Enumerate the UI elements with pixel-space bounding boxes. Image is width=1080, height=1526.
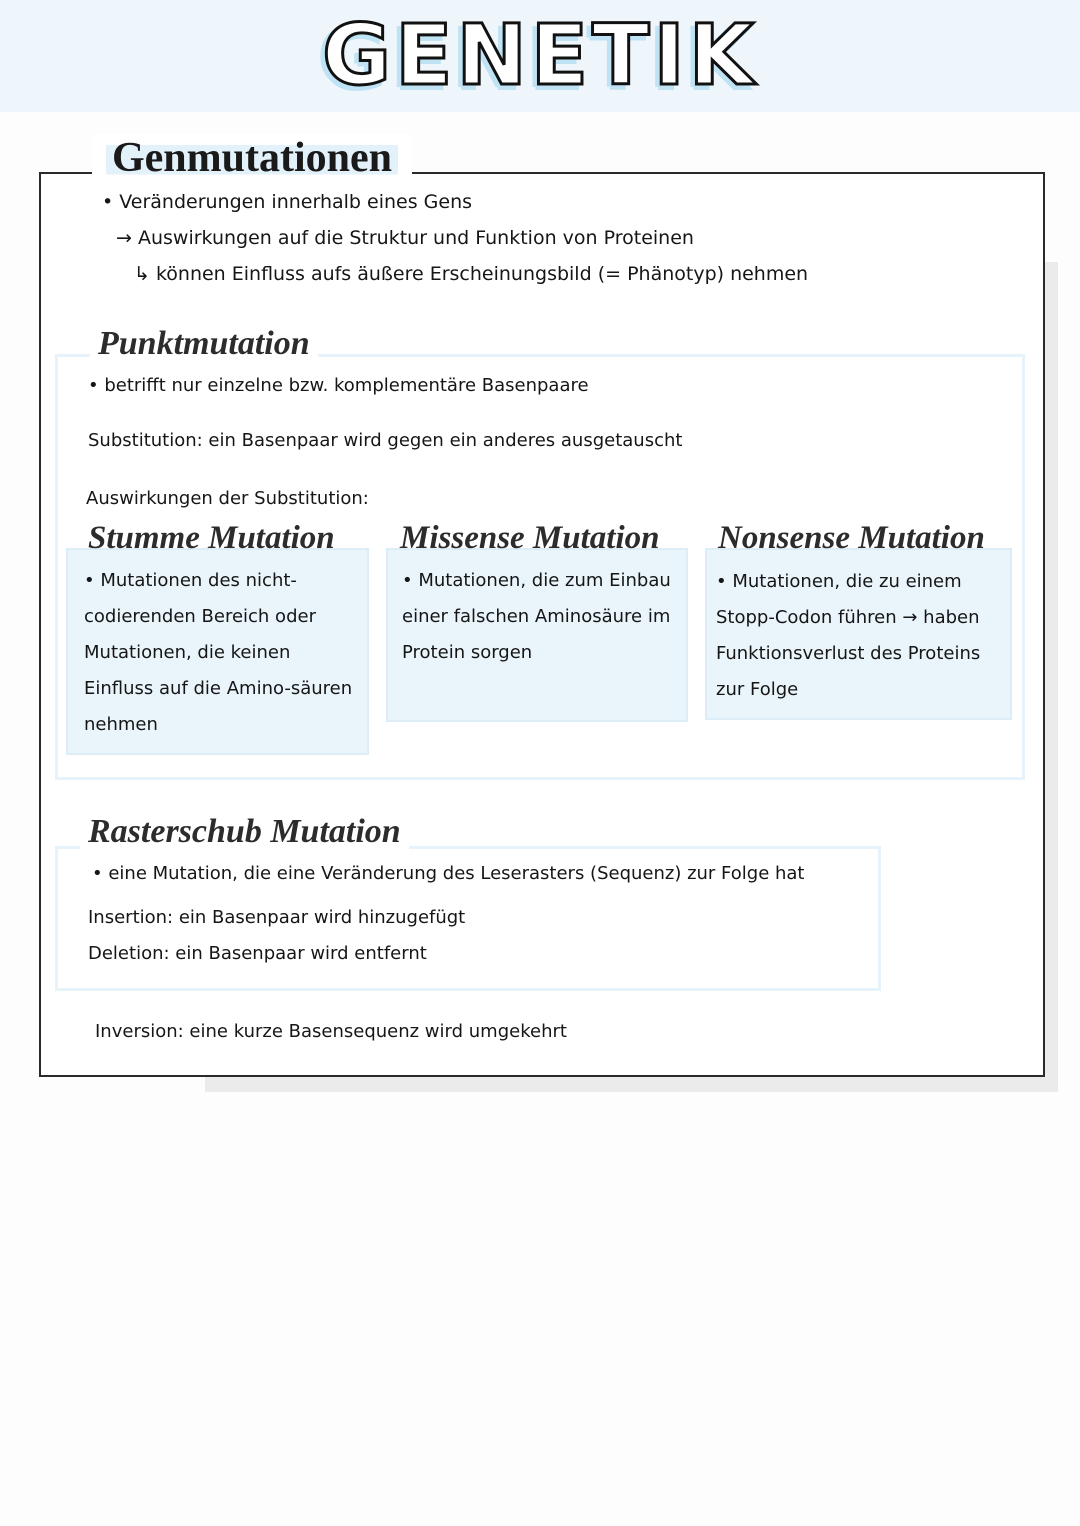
deletion-definition: Deletion: ein Basenpaar wird entfernt (88, 943, 427, 964)
page-title: GENETIK (322, 6, 758, 104)
genmutationen-sub-arrow: ↳ können Einfluss aufs äußere Erscheinungsbild (= Phänotyp) nehmen (134, 263, 809, 285)
missense-mutation-text: • Mutationen, die zum Einbau einer falschen Aminosäure im Protein sorgen (402, 570, 671, 663)
inversion-definition: Inversion: eine kurze Basensequenz wird umgekehrt (95, 1021, 567, 1042)
insertion-definition: Insertion: ein Basenpaar wird hinzugefügt (88, 907, 466, 928)
rasterschub-title: Rasterschub Mutation (80, 813, 409, 851)
rasterschub-bullet: • eine Mutation, die eine Veränderung des Leserasters (Sequenz) zur Folge hat (92, 863, 805, 884)
genmutationen-arrow: → Auswirkungen auf die Struktur und Funktion von Proteinen (116, 227, 694, 249)
nonsense-mutation-text: • Mutationen, die zu einem Stopp-Codon führen → haben Funktionsverlust des Proteins zur Folge (716, 571, 981, 700)
punktmutation-bullet: • betrifft nur einzelne bzw. komplementäre Basenpaare (88, 375, 589, 396)
substitution-definition: Substitution: ein Basenpaar wird gegen ein anderes ausgetauscht (88, 430, 683, 451)
genmutationen-bullet: • Veränderungen innerhalb eines Gens (102, 191, 473, 213)
stumme-mutation-text: • Mutationen des nicht-codierenden Bereich oder Mutationen, die keinen Einfluss auf die Amino-säuren nehmen (84, 570, 353, 735)
genmutationen-title: Genmutationen (92, 134, 412, 182)
stumme-mutation-title: Stumme Mutation (88, 520, 335, 556)
punktmutation-title: Punktmutation (90, 325, 318, 363)
auswirkungen-label: Auswirkungen der Substitution: (86, 488, 369, 509)
nonsense-mutation-title: Nonsense Mutation (718, 520, 985, 556)
missense-mutation-title: Missense Mutation (400, 520, 660, 556)
